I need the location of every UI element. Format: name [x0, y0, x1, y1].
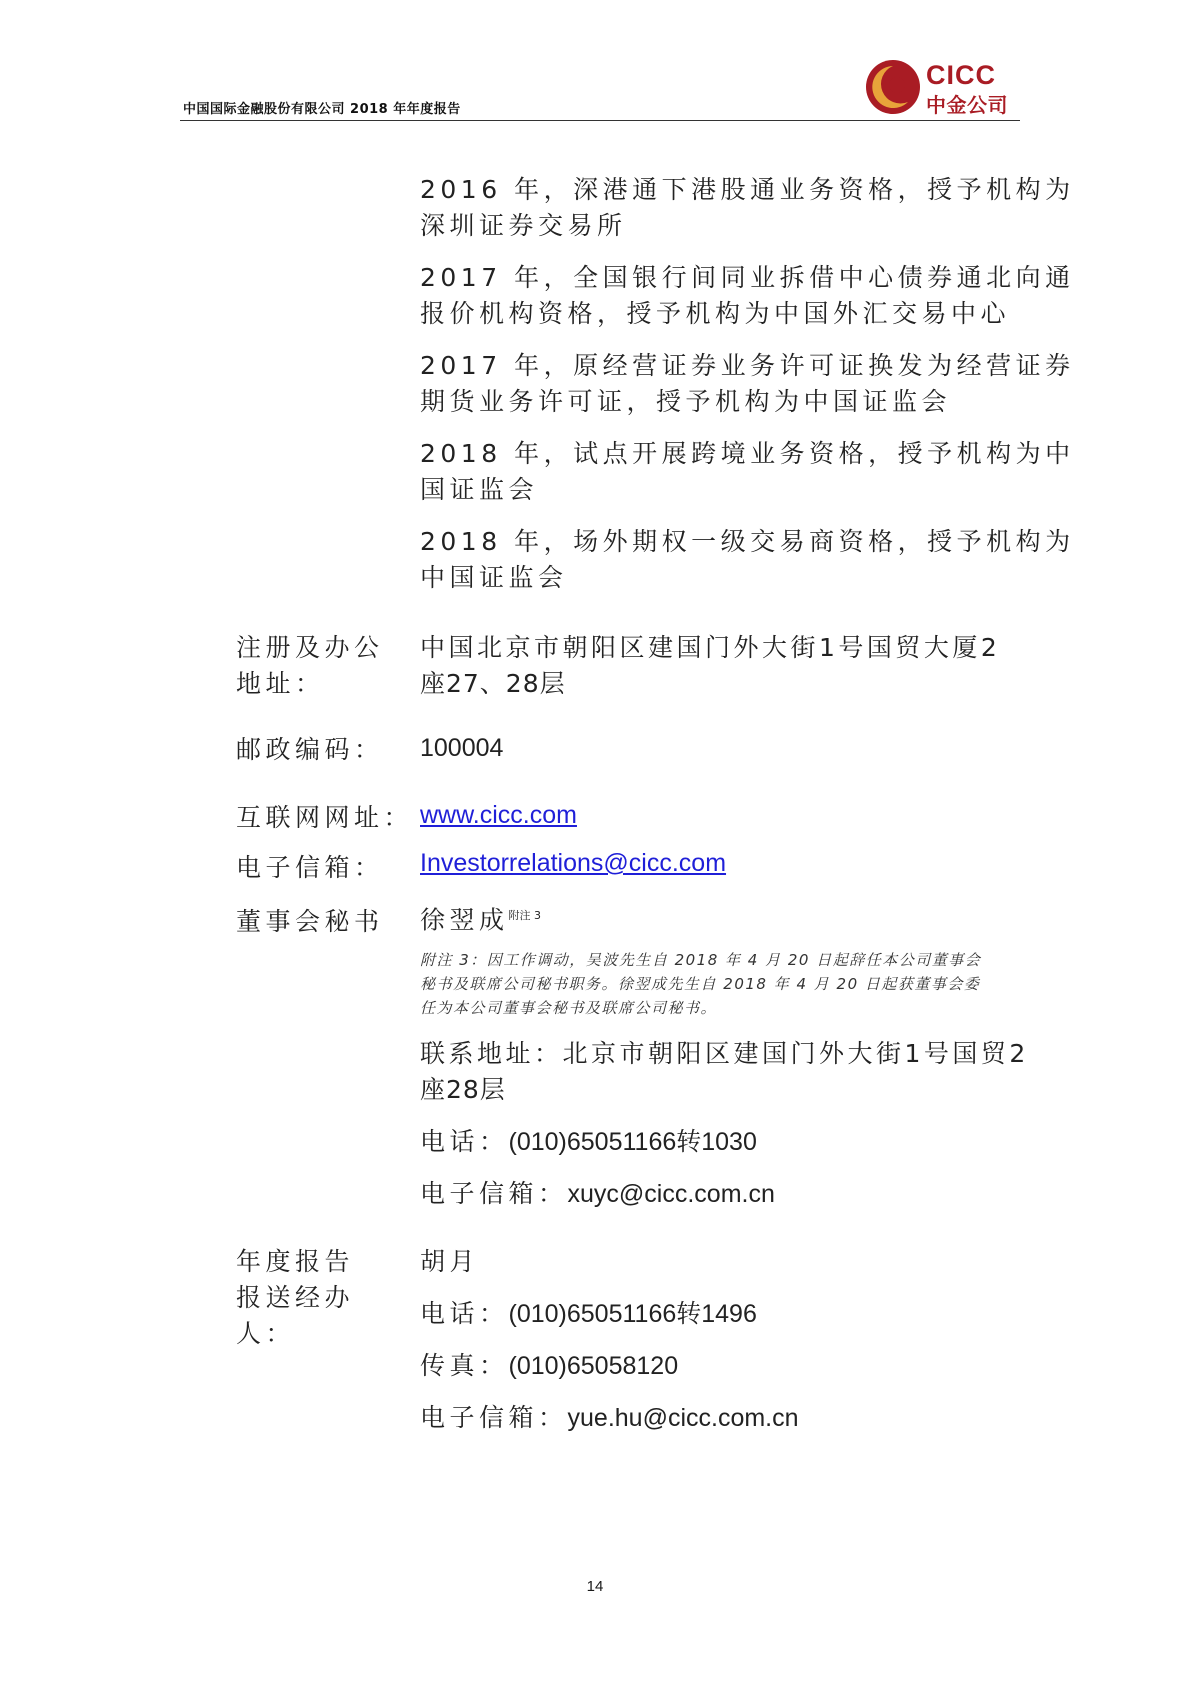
footnote-line3: 任为本公司董事会秘书及联席公司秘书。 [420, 999, 718, 1017]
secretary-phone-label: 电话： [420, 1127, 509, 1156]
qualification-3-line2: 期货业务许可证，授予机构为中国证监会 [420, 387, 952, 416]
address-label-line1: 注册及办公 [236, 633, 384, 662]
report-contact-phone-row [420, 1296, 757, 1332]
email-label: 电子信箱： [236, 853, 384, 882]
postal-code-label: 邮政编码： [236, 735, 384, 764]
note-reference: 附注 3 [508, 909, 542, 922]
report-contact-label-line1: 年度报告 [236, 1247, 355, 1276]
report-contact-email-label: 电子信箱： [420, 1403, 568, 1432]
report-contact-email-row [420, 1400, 799, 1436]
investor-relations-email-link[interactable]: Investorrelations@cicc.com [420, 849, 727, 877]
address-value-line1: 中国北京市朝阳区建国门外大街1号国贸大厦2 [420, 633, 1001, 662]
report-contact-fax-row [420, 1348, 678, 1384]
report-header-title: 中国国际金融股份有限公司 2018 年年度报告 [183, 102, 461, 117]
qualification-2-line2: 报价机构资格，授予机构为中国外汇交易中心 [420, 299, 1011, 328]
qualification-3-line1: 2017 年，原经营证券业务许可证换发为经营证券 [420, 351, 1075, 380]
cicc-logo-icon [864, 58, 922, 116]
qualification-4-line2: 国证监会 [420, 475, 539, 504]
board-secretary-label: 董事会秘书 [236, 907, 384, 936]
qualification-4-line1: 2018 年，试点开展跨境业务资格，授予机构为中 [420, 439, 1075, 468]
footnote-line2: 秘书及联席公司秘书职务。徐翌成先生自 2018 年 4 月 20 日起获董事会委 [420, 975, 981, 993]
header-divider [180, 120, 1020, 121]
page-number: 14 [586, 1578, 604, 1595]
qualification-2-line1: 2017 年，全国银行间同业拆借中心债券通北向通 [420, 263, 1075, 292]
report-contact-phone-value: (010)65051166转1496 [508, 1300, 757, 1328]
report-contact-phone-label: 电话： [420, 1299, 509, 1328]
postal-code-value: 100004 [420, 734, 504, 762]
qualification-5-line2: 中国证监会 [420, 563, 568, 592]
report-contact-fax-value: (010)65058120 [508, 1352, 679, 1380]
secretary-contact-address-line2: 座28层 [420, 1075, 506, 1104]
secretary-phone-row [420, 1124, 757, 1160]
secretary-email-row [420, 1176, 775, 1212]
qualification-1-line2: 深圳证券交易所 [420, 211, 627, 240]
website-label: 互联网网址： [236, 803, 414, 832]
secretary-email-value: xuyc@cicc.com.cn [567, 1180, 775, 1208]
secretary-contact-address-line1: 联系地址：北京市朝阳区建国门外大街1号国贸2 [420, 1039, 1029, 1068]
logo-text-en: CICC [926, 60, 996, 90]
address-label-line2: 地址： [236, 669, 325, 698]
qualification-5-line1: 2018 年，场外期权一级交易商资格，授予机构为 [420, 527, 1075, 556]
qualification-1-line1: 2016 年，深港通下港股通业务资格，授予机构为 [420, 175, 1075, 204]
footnote-line1: 附注 3：因工作调动，吴波先生自 2018 年 4 月 20 日起辞任本公司董事会 [420, 951, 982, 969]
report-contact-fax-label: 传真： [420, 1351, 509, 1380]
report-contact-label-line2: 报送经办 [236, 1283, 355, 1312]
secretary-email-label: 电子信箱： [420, 1179, 568, 1208]
board-secretary-name: 徐翌成 [420, 905, 509, 935]
cicc-logo [864, 58, 1024, 118]
board-secretary-name-row [420, 898, 541, 938]
report-contact-email-value: yue.hu@cicc.com.cn [567, 1404, 799, 1432]
logo-text-cn: 中金公司 [926, 93, 1008, 117]
address-value-line2: 座27、28层 [420, 669, 566, 698]
report-contact-label-line3: 人： [236, 1319, 296, 1348]
website-link[interactable]: www.cicc.com [420, 801, 577, 829]
secretary-phone-value: (010)65051166转1030 [508, 1128, 757, 1156]
report-contact-name: 胡月 [420, 1247, 480, 1276]
footnote-3 [420, 948, 1030, 1020]
